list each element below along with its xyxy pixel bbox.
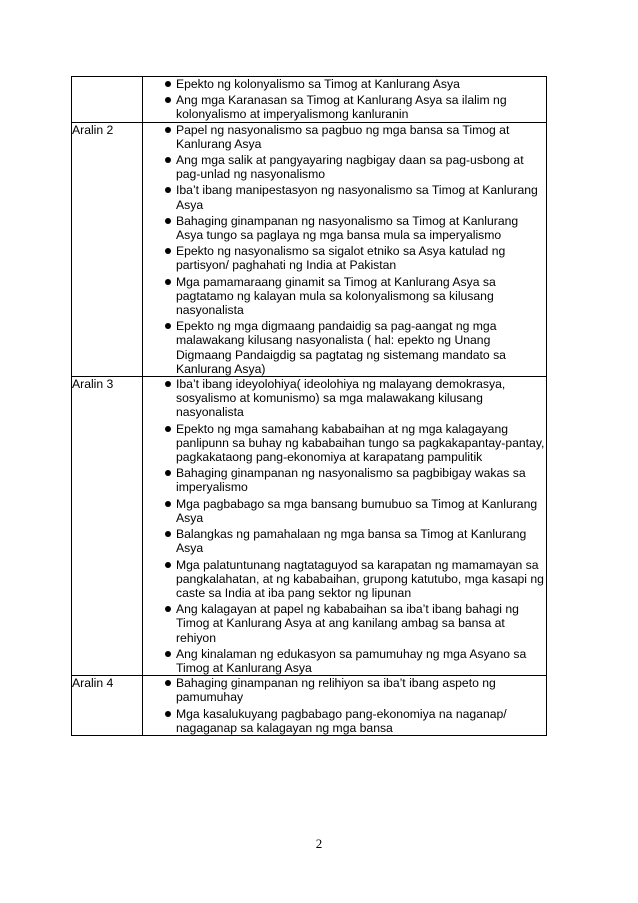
topic-item [143,497,546,525]
bullet-icon [165,187,171,193]
bullet-icon [165,470,171,476]
page-number: 2 [315,836,323,851]
bullet-icon [165,279,171,285]
topic-text: Iba’t ibang manipestasyon ng nasyonalismo sa Timog at Kanlurang Asya [176,183,538,212]
bullet-icon [165,127,171,133]
bullet-icon [165,97,171,103]
topic-text: Mga palatuntunang nagtataguyod sa karapatan ng mamamayan sa pangkalahatan, at ng kababaihan, grupong katutubo, mga kasapi ng caste sa India at iba pang sektor ng lipunan [176,557,544,600]
topic-item [143,466,546,494]
topic-item [143,244,546,272]
topic-item [143,647,546,675]
lesson-label: Aralin 2 [72,122,143,376]
topic-list [143,123,546,376]
topic-text: Mga kasalukuyang pagbabago pang-ekonomiya na naganap/ nagaganap sa kalagayan ng mga bansa [176,706,507,735]
bullet-icon [165,680,171,686]
curriculum-table-body [72,77,547,736]
topic-item [143,602,546,645]
bullet-icon [165,323,171,329]
topic-text: Ang kalagayan at papel ng kababaihan sa iba’t ibang bahagi ng Timog at Kanlurang Asya at ang kanilang ambag sa bansa at rehiyon [176,602,519,645]
bullet-icon [165,606,171,612]
topic-list [143,77,546,122]
bullet-icon [165,81,171,87]
topic-item [143,527,546,555]
topic-item [143,123,546,151]
bullet-icon [165,157,171,163]
lesson-row [72,122,547,376]
lesson-label: Aralin 3 [72,377,143,676]
lesson-label [72,77,143,123]
topic-text: Papel ng nasyonalismo sa pagbuo ng mga bansa sa Timog at Kanlurang Asya [176,122,510,151]
bullet-icon [165,651,171,657]
topic-text: Balangkas ng pamahalaan ng mga bansa sa Timog at Kanlurang Asya [176,527,527,556]
topic-item [143,153,546,181]
topic-item [143,77,546,91]
bullet-icon [165,426,171,432]
topic-text: Epekto ng kolonyalismo sa Timog at Kanlurang Asya [176,77,460,91]
topic-text: Mga pagbabago sa mga bansang bumubuo sa Timog at Kanlurang Asya [176,496,538,525]
lesson-topics [143,377,547,676]
topic-text: Epekto ng mga samahang kababaihan at ng mga kalagayang panlipunn sa buhay ng kababaihan tungo sa pagkakapantay-pantay, pagkakataong pang-ekonomiya at karapatang pampulitik [176,421,545,465]
bullet-icon [165,711,171,717]
curriculum-table [71,76,547,736]
topic-text: Epekto ng mga digmaang pandaidig sa pag-aangat ng mga malawakang kilusang nasyonalista ( hal: epekto ng Unang Digmaang Pandaigdig sa pagtatag ng sistemang mandato sa Kanlurang Asya) [176,319,506,376]
topic-text: Ang mga Karanasan sa Timog at Kanlurang Asya sa ilalim ng kolonyalismo at imperyalismong kanluranin [176,93,507,122]
bullet-icon [165,381,171,387]
lesson-row [72,676,547,736]
topic-item [143,558,546,601]
bullet-icon [165,501,171,507]
lesson-row [72,377,547,676]
bullet-icon [165,248,171,254]
topic-item [143,676,546,704]
lesson-topics [143,77,547,123]
topic-text: Bahaging ginampanan ng relihiyon sa iba’t ibang aspeto ng pamumuhay [176,676,496,705]
topic-item [143,93,546,121]
topic-item [143,275,546,318]
lesson-row [72,77,547,123]
bullet-icon [165,562,171,568]
topic-item [143,707,546,735]
topic-list [143,676,546,735]
lesson-topics [143,122,547,376]
topic-item [143,214,546,242]
topic-text: Ang kinalaman ng edukasyon sa pamumuhay ng mga Asyano sa Timog at Kanlurang Asya [176,646,527,675]
topic-text: Epekto ng nasyonalismo sa sigalot etniko sa Asya katulad ng partisyon/ paghahati ng India at Pakistan [176,244,506,273]
bullet-icon [165,218,171,224]
bullet-icon [165,531,171,537]
lesson-label: Aralin 4 [72,676,143,736]
topic-text: Ang mga salik at pangyayaring nagbigay daan sa pag-usbong at pag-unlad ng nasyonalismo [176,153,524,182]
topic-list [143,377,546,675]
topic-item [143,377,546,420]
topic-text: Bahaging ginampanan ng nasyonalismo sa pagbibigay wakas sa imperyalismo [176,466,526,495]
topic-text: Bahaging ginampanan ng nasyonalismo sa Timog at Kanlurang Asya tungo sa paglaya ng mga bansa mula sa imperyalismo [176,213,519,243]
topic-text: Mga pamamaraang ginamit sa Timog at Kanlurang Asya sa pagtatamo ng kalayan mula sa kolonyalismong sa kilusang nasyonalista [176,274,496,318]
topic-text: Iba’t ibang ideyolohiya( ideolohiya ng malayang demokrasya, sosyalismo at komunismo) sa mga malawakang kilusang nasyonalista [176,377,506,420]
topic-item [143,183,546,211]
topic-item [143,319,546,376]
lesson-topics [143,676,547,736]
topic-item [143,422,546,465]
